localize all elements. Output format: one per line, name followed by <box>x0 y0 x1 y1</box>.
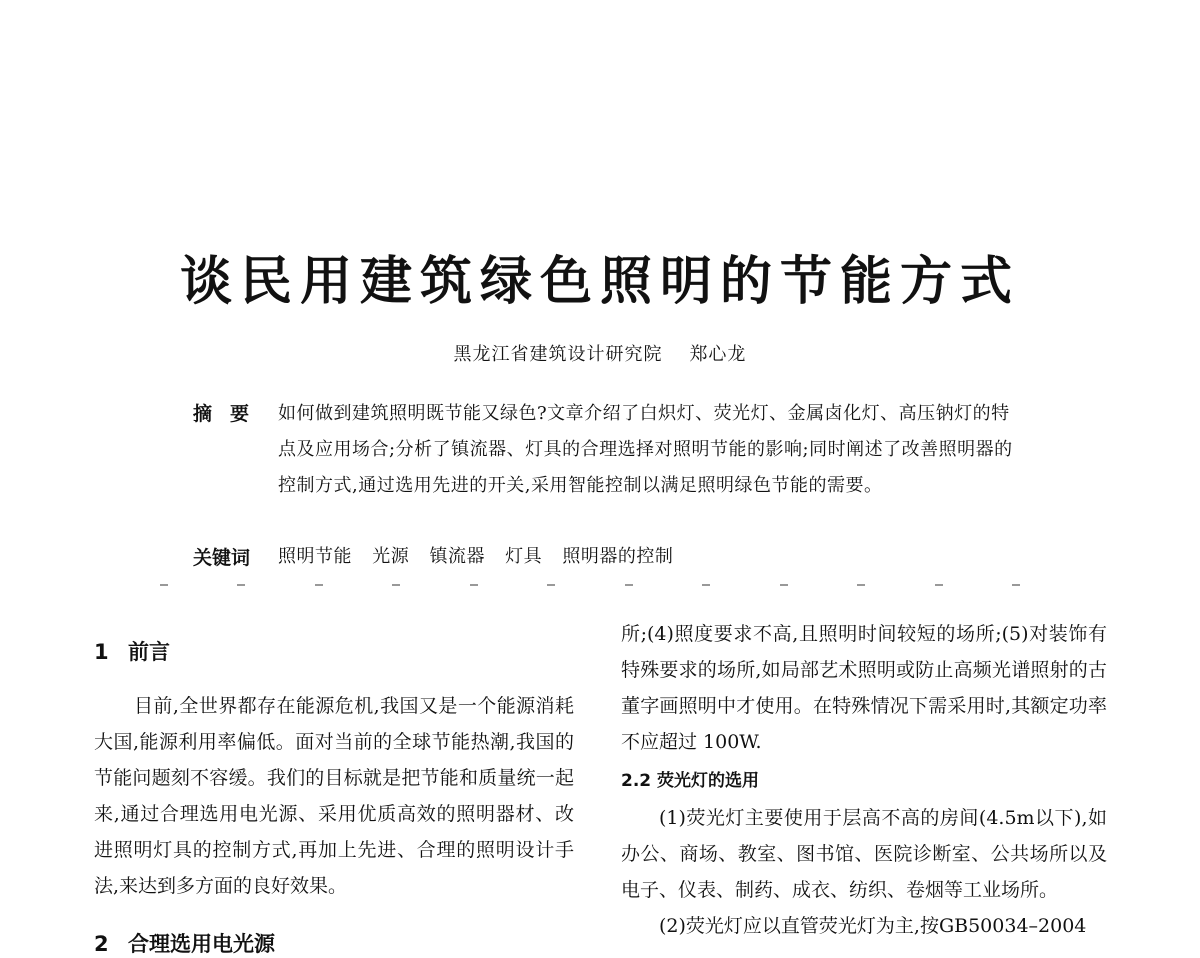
section-2-2-heading <box>621 766 759 791</box>
paper-title: 谈民用建筑绿色照明的节能方式 <box>179 252 1020 312</box>
byline <box>0 340 1200 366</box>
item-2-paragraph: (2)荧光灯应以直管荧光灯为主,按GB50034–2004 <box>659 915 1087 937</box>
keywords-text: 照明节能 光源 镇流器 灯具 照明器的控制 <box>278 546 674 567</box>
keywords-label: 关键词 <box>193 547 251 569</box>
author: 郑心龙 <box>689 344 747 365</box>
section-2-number: 2 <box>94 932 109 956</box>
section-2-2-number: 2.2 <box>621 771 652 791</box>
section-2-heading <box>94 928 275 958</box>
section-1-heading <box>94 636 170 666</box>
section-2-2-title: 荧光灯的选用 <box>657 771 759 791</box>
section-2-title: 合理选用电光源 <box>128 932 275 956</box>
section-1-paragraph: 目前,全世界都存在能源危机,我国又是一个能源消耗大国,能源利用率偏低。面对当前的全球节能热潮,我国的节能问题刻不容缓。我们的目标就是把节能和质量统一起来,通过合理选用电光源、采用优质高效的照明器材、改进照明灯具的控制方式,再加上先进、合理的照明设计手法,来达到多方面的良好效果。 <box>94 695 574 897</box>
item-1-paragraph: (1)荧光灯主要使用于层高不高的房间(4.5m以下),如办公、商场、教室、图书馆、医院诊断室、公共场所以及电子、仪表、制药、成衣、纺织、卷烟等工业场所。 <box>621 807 1107 901</box>
continuation-paragraph: 所;(4)照度要求不高,且照明时间较短的场所;(5)对装饰有特殊要求的场所,如局部艺术照明或防止高频光谱照射的古董字画照明中才使用。在特殊情况下需采用时,其额定功率不应超过 100W. <box>621 623 1107 753</box>
abstract-label: 摘要 <box>193 403 268 425</box>
section-1-number: 1 <box>94 640 109 664</box>
section-1-title: 前言 <box>128 640 170 664</box>
scan-artifact-divider <box>160 584 1020 588</box>
abstract-text: 如何做到建筑照明既节能又绿色?文章介绍了白炽灯、荧光灯、金属卤化灯、高压钠灯的特点及应用场合;分析了镇流器、灯具的合理选择对照明节能的影响;同时阐述了改善照明器的控制方式,通过选用先进的开关,采用智能控制以满足照明绿色节能的需要。 <box>278 403 1013 496</box>
affiliation: 黑龙江省建筑设计研究院 <box>453 344 663 365</box>
